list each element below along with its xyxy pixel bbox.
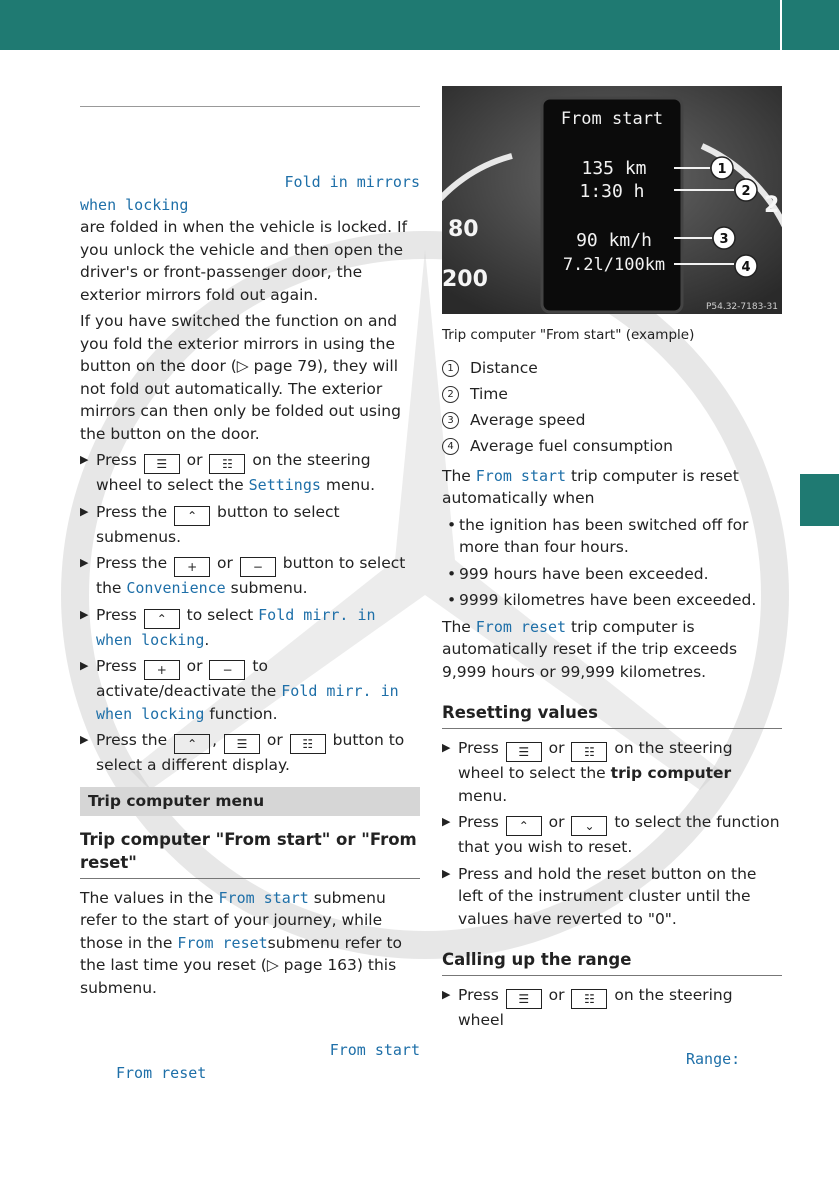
menu-key-alt-icon: ☷ xyxy=(571,742,607,762)
callout-3: 3 xyxy=(719,232,729,247)
header-divider xyxy=(780,0,782,50)
text: submenu. xyxy=(230,579,308,597)
text: Press the xyxy=(96,554,168,572)
text: button to select submenus. xyxy=(96,502,340,546)
from-reset-mono: From reset xyxy=(475,617,567,636)
step-convenience xyxy=(80,552,420,600)
subheading-wrap xyxy=(80,828,420,879)
legend-item xyxy=(442,407,782,433)
range-heading: Calling up the range xyxy=(442,950,632,969)
range-line xyxy=(442,1048,782,1071)
text: trip computer is automatically reset if the trip exceeds 9,999 hours or 99,999 kilometres. xyxy=(442,617,738,681)
gauge-label-2: 2 xyxy=(764,193,780,218)
text: button to select the xyxy=(96,554,406,597)
down-key-icon: ⌄ xyxy=(571,816,607,836)
text: Press xyxy=(96,451,137,469)
list-item: • 9999 kilometres have been exceeded. xyxy=(442,589,782,612)
step-hold-reset: ▶ Press and hold the reset button on the left of the instrument cluster until the values have reverted to "0". xyxy=(442,863,782,931)
text: The xyxy=(442,466,471,485)
legend-label: Distance xyxy=(470,358,538,377)
menu-key-alt-icon: ☷ xyxy=(290,734,326,754)
step-select-settings xyxy=(80,449,420,497)
text: or xyxy=(548,739,565,757)
legend-label: Average fuel consumption xyxy=(470,436,673,455)
callout-1: 1 xyxy=(717,162,727,177)
text: on the steering wheel xyxy=(458,986,733,1029)
step-toggle xyxy=(80,655,420,725)
instrument-cluster-photo xyxy=(442,86,782,314)
bottom-line-1 xyxy=(80,1039,420,1062)
text: Press xyxy=(458,813,499,831)
text: . xyxy=(204,630,210,649)
bottom-mono-1: From start xyxy=(329,1041,420,1059)
text: Press the xyxy=(96,731,168,749)
menu-key-alt-icon: ☷ xyxy=(209,454,245,474)
photo-code: P54.32-7183-31 xyxy=(705,302,778,312)
right-column xyxy=(442,318,782,1074)
plus-key-icon: + xyxy=(144,660,180,680)
gauge-label-200: 200 xyxy=(442,267,488,292)
text: function. xyxy=(209,704,278,723)
step-select-fold xyxy=(80,604,420,652)
legend-item xyxy=(442,433,782,459)
fold-mono-2: Fold mirr. in when locking xyxy=(96,682,399,723)
fold-mono: Fold mirr. in when locking xyxy=(96,605,376,649)
text: The xyxy=(442,617,471,636)
intro-mono-2: when locking xyxy=(80,195,189,214)
menu-key-icon: ☰ xyxy=(506,742,542,762)
menu-key-alt-icon: ☷ xyxy=(571,989,607,1009)
text: , xyxy=(212,731,218,749)
plus-key-icon: + xyxy=(174,557,210,577)
text: submenu refer to the last time you reset (▷ page 163) this submenu. xyxy=(80,933,403,997)
text: trip computer is reset automatically when xyxy=(442,466,739,507)
display-distance: 135 km xyxy=(581,158,647,179)
menu-key-icon: ☰ xyxy=(144,454,180,474)
paragraph-reset-limit xyxy=(442,616,782,684)
text: or xyxy=(186,657,203,675)
bottom-line-2 xyxy=(80,1062,420,1085)
step-range xyxy=(442,984,782,1032)
text: to select xyxy=(186,605,254,624)
step-other-display xyxy=(80,729,420,777)
bottom-mono-2: From reset xyxy=(116,1063,207,1082)
paragraph-fold: are folded in when the vehicle is locked. If you unlock the vehicle and then open the driver's or front-passenger door, the exterior mirrors fold out again. xyxy=(80,218,408,304)
left-column-lower xyxy=(80,787,420,1084)
trip-computer-bold: trip computer xyxy=(610,764,732,782)
text: Press xyxy=(458,739,499,757)
text: or xyxy=(548,986,565,1004)
text: or xyxy=(548,813,565,831)
paragraph-values xyxy=(80,887,420,1000)
resetting-heading: Resetting values xyxy=(442,703,598,722)
range-heading-wrap xyxy=(442,948,782,976)
legend-number: 3 xyxy=(442,412,459,429)
intro-line xyxy=(80,171,420,194)
text: or xyxy=(217,554,233,572)
text: to select the function that you wish to reset. xyxy=(458,813,780,856)
text: submenu refer to the start of your journey, while those in the xyxy=(80,888,386,952)
top-rule xyxy=(80,106,420,107)
from-start-mono: From start xyxy=(218,888,309,907)
step-submenus xyxy=(80,501,420,549)
text: menu. xyxy=(325,476,376,494)
text: on the steering wheel to select the xyxy=(96,451,371,494)
list-item: • 999 hours have been exceeded. xyxy=(442,563,782,586)
range-mono: Range: xyxy=(686,1049,741,1068)
menu-key-icon: ☰ xyxy=(224,734,260,754)
legend-item xyxy=(442,355,782,381)
text: Press the xyxy=(96,502,168,521)
legend-number: 4 xyxy=(442,438,459,455)
left-column xyxy=(80,106,420,781)
text: or xyxy=(186,451,203,469)
intro-line-2 xyxy=(80,194,420,217)
list-item: • the ignition has been switched off for more than four hours. xyxy=(442,514,782,559)
chapter-tab xyxy=(800,474,839,526)
text: on the steering wheel to select the xyxy=(458,739,733,782)
from-start-mono: From start xyxy=(475,466,567,485)
minus-key-icon: − xyxy=(240,557,276,577)
step-select-trip xyxy=(442,737,782,807)
text: The values in the xyxy=(80,888,214,907)
legend-number: 1 xyxy=(442,360,459,377)
display-consumption: 7.2l/100km xyxy=(562,255,666,275)
text: to activate/deactivate the xyxy=(96,657,277,700)
display-time: 1:30 h xyxy=(579,181,645,202)
text: button to select a different display. xyxy=(96,731,405,774)
legend-number: 2 xyxy=(442,386,459,403)
display-speed: 90 km/h xyxy=(576,230,652,251)
resetting-heading-wrap xyxy=(442,701,782,729)
text: menu. xyxy=(458,786,508,805)
photo-caption: Trip computer "From start" (example) xyxy=(442,327,695,343)
convenience-mono: Convenience xyxy=(126,579,226,597)
up-key-icon: ⌃ xyxy=(144,609,180,629)
paragraph-auto-reset xyxy=(442,465,782,510)
paragraph-door-button: If you have switched the function on and you fold the exterior mirrors in using the button on the door (▷ page 79), they will not fold out automatically. The exterior mirrors can then only be folded out using the button on the door. xyxy=(80,312,401,443)
from-reset-mono: From reset xyxy=(177,933,268,952)
legend-label: Time xyxy=(470,384,508,403)
minus-key-icon: − xyxy=(209,660,245,680)
text: Press xyxy=(458,986,499,1004)
legend-label: Average speed xyxy=(470,410,586,429)
settings-mono: Settings xyxy=(248,476,321,494)
text: or xyxy=(266,731,283,749)
up-key-icon: ⌃ xyxy=(174,506,210,526)
subheading: Trip computer "From start" or "From reset" xyxy=(80,829,417,872)
callout-4: 4 xyxy=(741,260,751,275)
up-key-icon: ⌃ xyxy=(506,816,542,836)
section-title: Trip computer menu xyxy=(80,787,420,816)
callout-2: 2 xyxy=(741,184,751,199)
text: Press xyxy=(96,657,137,675)
display-title: From start xyxy=(560,109,664,129)
legend-item xyxy=(442,381,782,407)
gauge-label-80: 80 xyxy=(448,217,479,242)
step-select-function xyxy=(442,811,782,859)
header-bar xyxy=(0,0,839,50)
up-key-icon: ⌃ xyxy=(174,734,210,754)
intro-mono-1: Fold in mirrors xyxy=(284,173,420,191)
text: Press xyxy=(96,605,137,624)
menu-key-icon: ☰ xyxy=(506,989,542,1009)
